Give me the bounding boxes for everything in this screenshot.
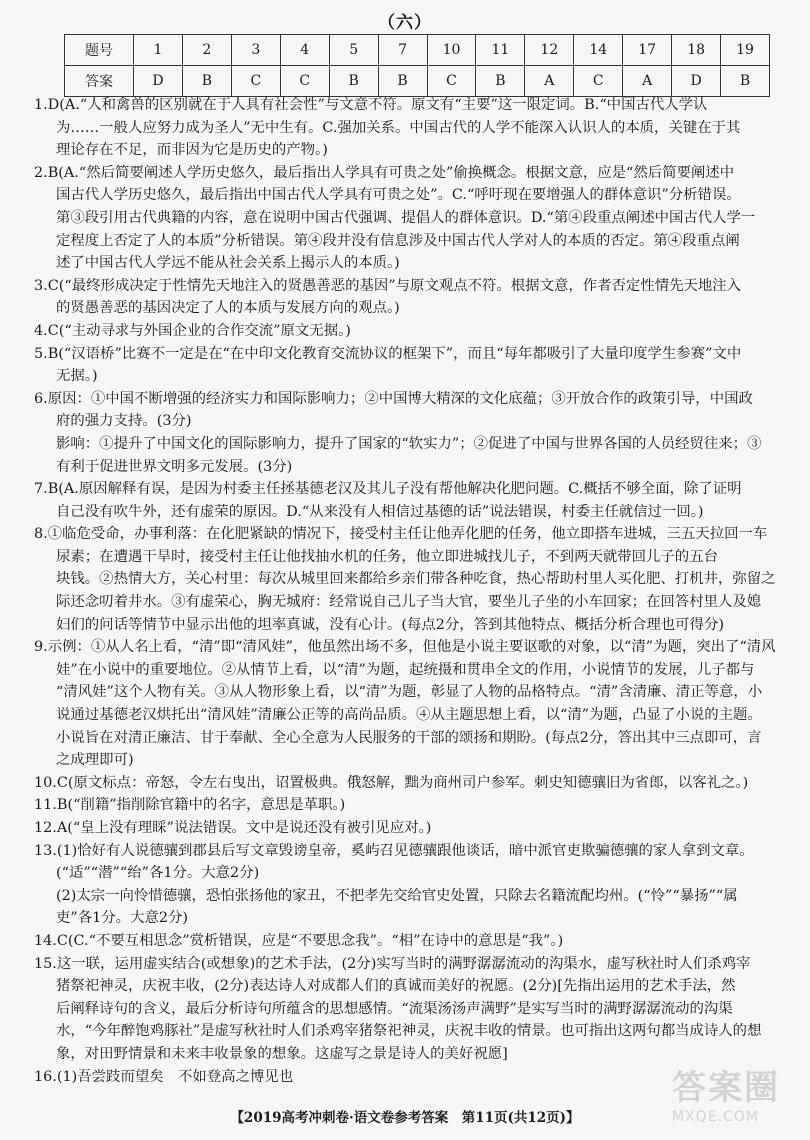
answer-cell: B	[476, 66, 525, 97]
explanation-line: 际还念叨着井水。③有虚荣心，胸无城府：经常说自己儿子当大官，要坐儿子坐的小车回家；在回答村里人及媳	[56, 594, 762, 611]
question-number-cell: 2	[182, 35, 231, 66]
explanation-line: 15.这一联，运用虚实结合(或想象)的艺术手法，(2分)实写当时的满野潺潺流动的沟渠水，虚写秋社时人们杀鸡宰	[34, 955, 751, 972]
explanation-line: 为……一般人应努力成为圣人”无中生有。C.强加关系。中国古代的人学不能深入认识人的本质，关键在于其	[56, 119, 741, 136]
section-title: （六）	[378, 13, 432, 33]
explanation-line: 述了中国古代人学远不能从社会关系上揭示人的本质。)	[56, 255, 400, 272]
question-number-cell: 11	[476, 35, 525, 66]
explanation-line: 5.B(“汉语桥”比赛不一定是在“在中印文化教育交流协议的框架下”，而且“每年都吸引了大量印度学生参赛”文中	[34, 345, 742, 362]
question-number-cell: 10	[427, 35, 476, 66]
question-number-cell: 19	[721, 35, 770, 66]
explanation-line: 第③段引用古代典籍的内容，意在说明中国古代强调、提倡人的群体意识。D.“第④段重点阐述中国古代人学一	[56, 209, 756, 226]
explanation-line: 9.示例：①从人名上看，“清”即“清风娃”，他虽然出场不多，但他是小说主要讴歌的对象，以“清”为题，突出了“清风	[34, 639, 776, 656]
question-number-cell: 1	[134, 35, 183, 66]
explanation-line: 小说旨在对清正廉洁、甘于奉献、全心全意为人民服务的干部的颂扬和期盼。(每点2分，答出其中三点即可，言	[56, 729, 762, 746]
question-number-cell: 4	[280, 35, 329, 66]
explanation-line: 12.A(“皇上没有理睬”说法错误。文中是说还没有被引见应对。)	[34, 820, 432, 836]
explanation-line: 府的强力支持。(3分)	[56, 413, 192, 430]
explanation-line: 象，对田野情景和未来丰收景象的想象。这虚写之景是诗人的美好祝愿]	[56, 1045, 508, 1062]
question-number-cell: 17	[623, 35, 672, 66]
explanation-line: 无据。)	[56, 368, 98, 385]
answer-cell: A	[623, 66, 672, 97]
explanation-line: 4.C(“主动寻求与外国企业的合作交流”原文无据。)	[34, 322, 351, 339]
answer-table	[64, 34, 770, 97]
explanation-line: 2.B(A.“然后简要阐述人学历史悠久，最后指出人学具有可贵之处”偷换概念。根据文意，应是“然后简要阐述中	[34, 164, 735, 181]
answer-explanations	[34, 94, 786, 1088]
explanation-line: 块钱。②热情大方，关心村里：每次从城里回来都给乡亲们带各种吃食，热心帮助村里人买化肥、打机井，弥留之	[56, 571, 776, 588]
answer-cell: C	[427, 66, 476, 97]
explanation-line: 娃”在小说中的重要地位。②从情节上看，以“清”为题，起统摄和贯串全文的作用，小说情节的发展，儿子都与	[56, 661, 755, 678]
watermark-url: MXQE.COM	[672, 1109, 759, 1125]
explanation-line: 国古代人学历史悠久，最后指出中国古代人学具有可贵之处”。C.“呼吁现在要增强人的群体意识”分析错误。	[56, 187, 741, 204]
page-footer: 【2019高考冲刺卷·语文卷参考答案 第11页(共12页)】	[230, 1110, 580, 1126]
explanation-line: 定程度上否定了人的本质”分析错误。第④段并没有信息涉及中国古代人学对人的本质的否定。第④段重点阐	[56, 232, 740, 249]
explanation-line: 的贤愚善恶的基因决定了人的本质与发展方向的观点。)	[56, 300, 400, 317]
row-label-question-number: 题号	[65, 35, 134, 66]
explanation-line: 后阐释诗句的含义，最后分析诗句所蕴含的思想感情。“流渠汤汤声满野”是实写当时的满野潺潺流动的沟渠	[56, 1000, 733, 1017]
explanation-line: 14.C(C.“不要互相思念”赏析错误，应是“不要思念我”。“相”在诗中的意思是“我”。)	[34, 932, 564, 949]
answer-cell: A	[525, 66, 574, 97]
explanation-line: 11.B(“削籍”指削除官籍中的名字，意思是革职。)	[34, 797, 346, 814]
question-number-cell: 3	[231, 35, 280, 66]
question-number-cell: 7	[378, 35, 427, 66]
explanation-line: 之成理即可)	[56, 752, 134, 769]
explanation-line: 8.①临危受命，办事利落：在化肥紧缺的情况下，接受村主任让他弄化肥的任务，他立即搭车进城，三五天拉回一车	[34, 526, 768, 543]
answer-cell: D	[672, 66, 721, 97]
question-number-cell: 5	[329, 35, 378, 66]
explanation-line: 尿素；在遭遇干旱时，接受村主任让他找抽水机的任务，他立即进城找儿子，不到两天就带回儿子的五台	[56, 548, 718, 565]
explanation-line: 妇们的问话等情节中显示出他的坦率真诚，没有心计。(每点2分，答到其他特点、概括分析合理也可得分)	[56, 616, 724, 633]
explanation-line: 13.(1)恰好有人说德骧到郡县后写文章毁谤皇帝，奚屿召见德骧跟他谈话，暗中派官吏欺骗德骧的家人拿到文章。	[34, 842, 754, 859]
explanation-line: 说通过基德老汉烘托出“清风娃”清廉公正等的高尚品质。④从主题思想上看，以“清”为题，凸显了小说的主题。	[56, 707, 762, 724]
explanation-line: 吏”各1分。大意2分)	[56, 910, 189, 927]
question-number-cell: 12	[525, 35, 574, 66]
answer-cell: B	[329, 66, 378, 97]
explanation-line: 自己没有吹牛外，还有虚荣的原因。D.“从来没有人相信过基德的话”说法错误，村委主任就信过一回。)	[56, 503, 704, 520]
answer-cell: C	[280, 66, 329, 97]
explanation-line: 水，“今年醉饱鸡豚社”是虚写秋社时人们杀鸡宰猪祭祀神灵，庆祝丰收的情景。也可指出这两句都当成诗人的想	[56, 1023, 762, 1040]
answer-cell: D	[134, 66, 183, 97]
explanation-line: (“适”“潜”“绐”各1分。大意2分)	[56, 865, 260, 882]
explanation-line: 6.原因：①中国不断增强的经济实力和国际影响力；②中国博大精深的文化底蕴；③开放合作的政策引导，中国政	[34, 390, 753, 407]
explanation-line: “清风娃”这个人物有关。③从人物形象上看，以“清”为题，彰显了人物的品格特点。“清”含清廉、清正等意，小	[56, 684, 763, 701]
explanation-line: 7.B(A.原因解释有误，是因为村委主任拯基德老汉及其儿子没有帮他解决化肥问题。C.概括不够全面，除了证明	[34, 481, 742, 498]
explanation-line: 10.C(原文标点：帝怒，令左右曳出，诏置极典。俄怒解，黜为商州司户参军。刺史知德骧旧为省郎，以客礼之。)	[34, 774, 749, 791]
explanation-line: (2)太宗一向怜惜德骧，恐怕张扬他的家丑，不把孝先交给官史处置，只除去名籍流配均州。(“怜”“暴扬”“属	[56, 887, 738, 904]
explanation-line: 理论存在不足，而非因为它是历史的产物。)	[56, 142, 328, 159]
explanation-line: 有利于促进世界文明多元发展。(3分)	[56, 458, 293, 475]
answer-cell: B	[378, 66, 427, 97]
answer-cell: C	[574, 66, 623, 97]
explanation-line: 16.(1)吾尝跂而望矣 不如登高之博见也	[34, 1068, 294, 1085]
explanation-line: 3.C(“最终形成决定于性情先天地注入的贤愚善恶的基因”与原文观点不符。根据文意，作者否定性情先天地注入	[34, 277, 742, 294]
watermark-logo-text: 答案圈	[672, 1068, 780, 1108]
explanation-line: 影响：①提升了中国文化的国际影响力，提升了国家的“软实力”；②促进了中国与世界各国的人员经贸往来；③	[56, 435, 762, 452]
answer-cell: B	[721, 66, 770, 97]
row-label-answer: 答案	[65, 66, 134, 97]
question-number-cell: 18	[672, 35, 721, 66]
answer-cell: B	[182, 66, 231, 97]
watermark-logo	[672, 1060, 792, 1130]
answer-row	[65, 66, 770, 97]
explanation-line: 1.D(A.“人和禽兽的区别就在于人具有社会性”与文意不符。原文有“主要”这一限定词。B.“中国古代人学认	[34, 97, 708, 113]
explanation-line: 猪祭祀神灵，庆祝丰收，(2分)表达诗人对成都人们的真诚而美好的祝愿。(2分)[先指出运用的艺术手法，然	[56, 978, 736, 995]
answer-cell: C	[231, 66, 280, 97]
question-number-row	[65, 35, 770, 66]
question-number-cell: 14	[574, 35, 623, 66]
